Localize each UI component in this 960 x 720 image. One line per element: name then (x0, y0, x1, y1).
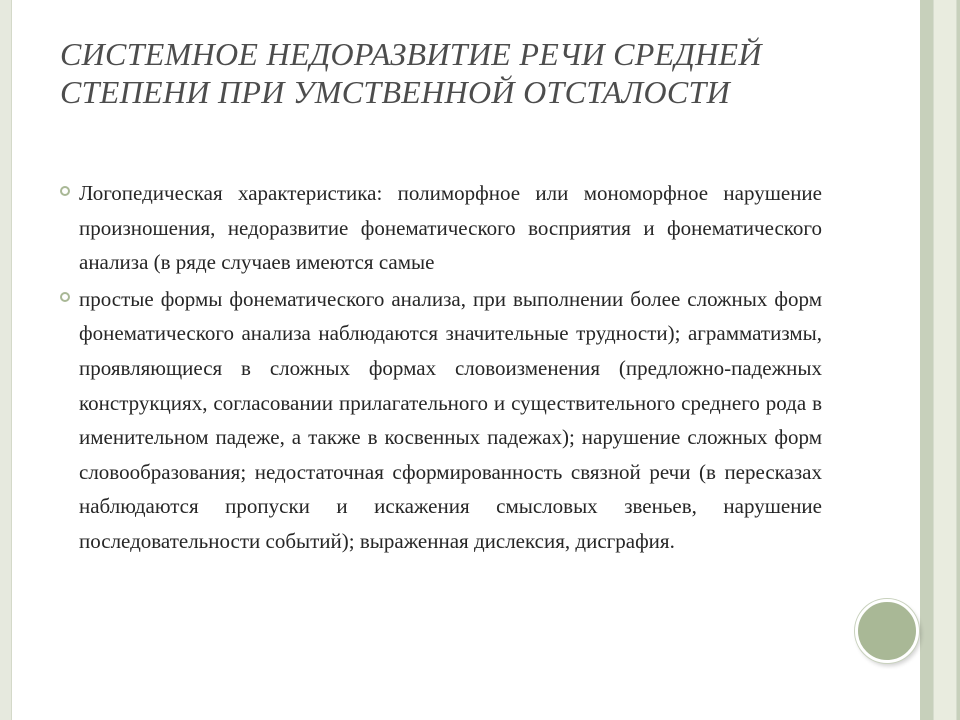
bullet-item (60, 176, 822, 280)
slide-frame-left (0, 0, 12, 720)
bullet-text: простые формы фонематического анализа, при выполнении более сложных форм фонематического анализа наблюдаются значительные трудности); аграмматизмы, проявляющиеся в сложных формах словоизменения (предложно-падежных конструкциях, согласовании прилагательного и существительного среднего рода в именительном падеже, а также в косвенных падежах); нарушение сложных форм словообразования; недостаточная сформированность связной речи (в пересказах наблюдаются пропуски и искажения смысловых звеньев, нарушение последовательности событий); выраженная дислексия, дисграфия. (79, 286, 822, 553)
bullet-circle-icon (60, 186, 70, 196)
bullet-item (60, 282, 822, 559)
bullet-circle-icon (60, 292, 70, 302)
decorative-circle-icon (855, 599, 919, 663)
slide-content (60, 176, 822, 561)
bullet-text: Логопедическая характеристика: полиморфное или мономорфное нарушение произношения, недоразвитие фонематического восприятия и фонематического анализа (в ряде случаев имеются самые (79, 181, 822, 275)
slide-frame-right-stripe (933, 0, 957, 720)
slide-title: СИСТЕМНОЕ НЕДОРАЗВИТИЕ РЕЧИ СРЕДНЕЙ СТЕПЕНИ ПРИ УМСТВЕННОЙ ОТСТАЛОСТИ (60, 36, 762, 110)
